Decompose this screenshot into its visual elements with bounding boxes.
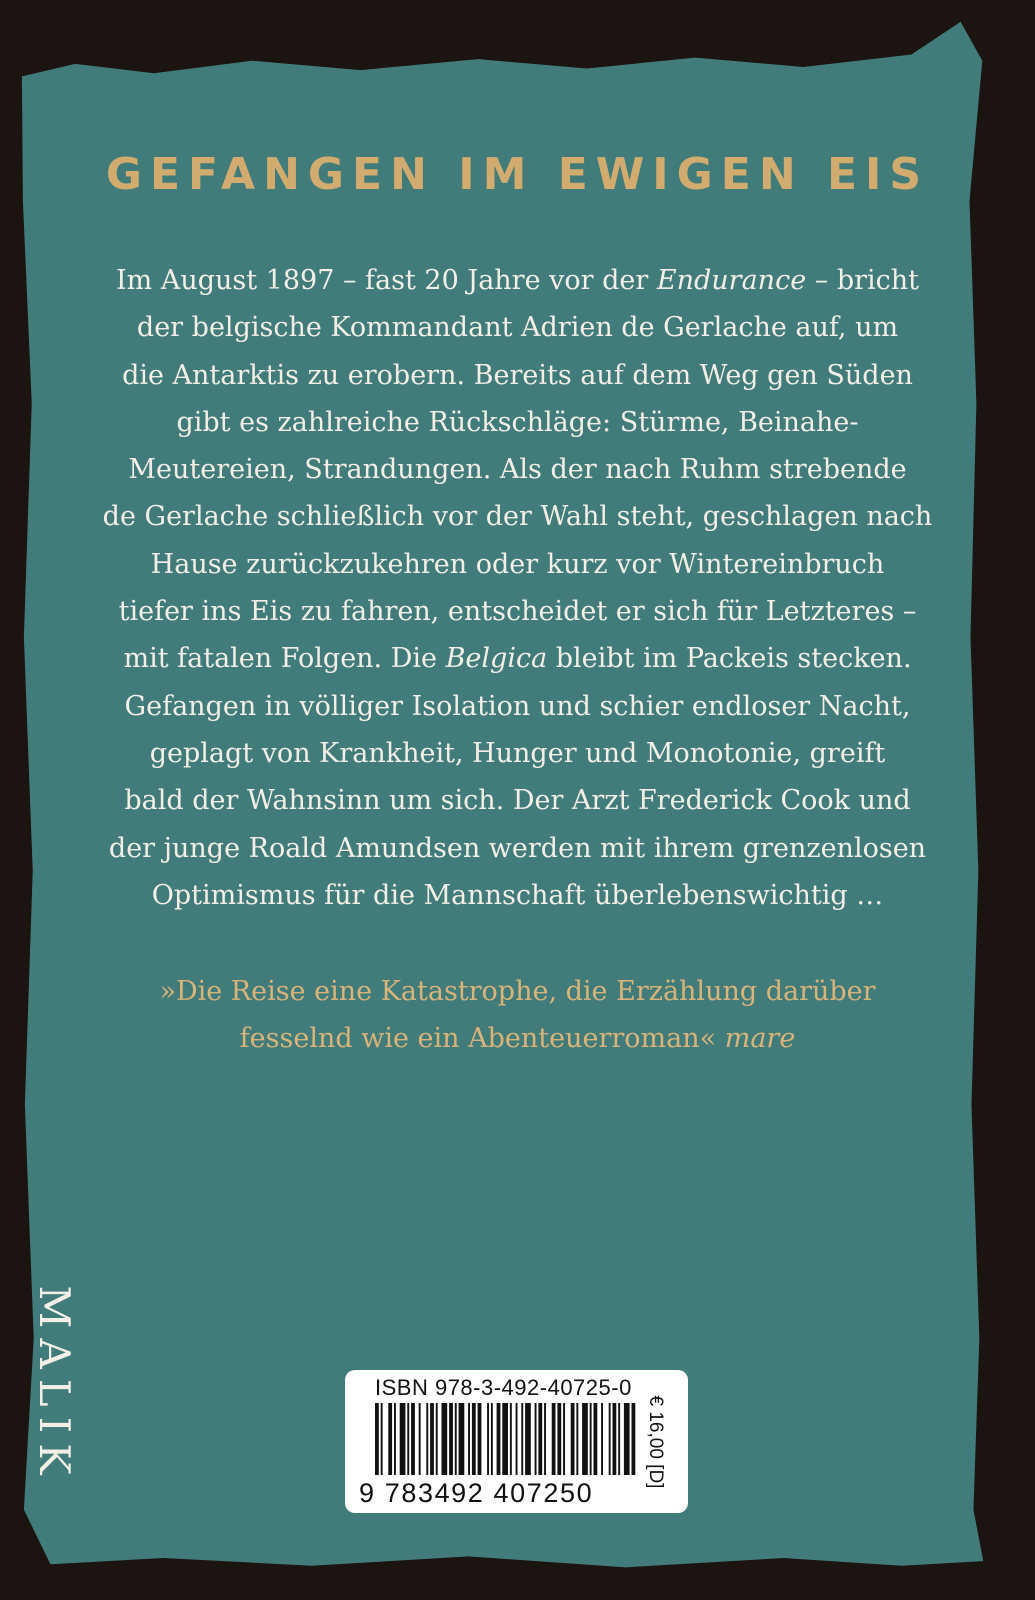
blurb-line: der belgische Kommandant Adrien de Gerlache auf, um (136, 312, 899, 344)
quote-line (80, 1015, 955, 1062)
barcode-bar (510, 1403, 512, 1475)
quote-source: mare (724, 1023, 796, 1055)
barcode-bar (552, 1403, 556, 1475)
barcode-bar (613, 1403, 617, 1475)
blurb-text (80, 257, 955, 919)
barcode-bar (400, 1403, 406, 1475)
barcode-bar (449, 1403, 453, 1475)
barcode-bar (576, 1403, 578, 1475)
blurb-line: gibt es zahlreiche Rückschläge: Stürme, Beinahe- (176, 406, 859, 438)
barcode-bar (436, 1403, 438, 1475)
blurb-line (80, 635, 955, 682)
blurb-line: der junge Roald Amundsen werden mit ihrem grenzenlosen (108, 832, 927, 864)
blurb-line: Meutereien, Strandungen. Als der nach Ruhm strebende (128, 454, 907, 486)
barcode-bar (538, 1403, 542, 1475)
blurb-line: geplagt von Krankheit, Hunger und Monotonie, greift (149, 737, 886, 769)
barcode-bar (521, 1403, 523, 1475)
barcode-bar (632, 1403, 636, 1475)
book-title-endurance: Endurance (656, 265, 807, 296)
price-text: € 16,00 [D] (645, 1395, 666, 1489)
barcode-bar (535, 1403, 537, 1475)
ship-name-belgica: Belgica (445, 643, 548, 675)
isbn-number: ISBN 978-3-492-40725-0 (375, 1375, 632, 1400)
barcode-bar (455, 1403, 457, 1475)
blurb-segment: mit fatalen Folgen. Die (123, 643, 446, 675)
barcode-bar (388, 1403, 392, 1475)
blurb-line: Hause zurückzukehren oder kurz vor Wintereinbruch (150, 548, 885, 580)
barcode-bar (516, 1403, 518, 1475)
barcode-bar (609, 1403, 611, 1475)
barcode-bar (381, 1403, 383, 1475)
barcode-label (345, 1370, 688, 1513)
barcode-bar (601, 1403, 603, 1475)
blurb-line: de Gerlache schließlich vor der Wahl steht, geschlagen nach (102, 501, 933, 533)
barcode-bar (618, 1403, 620, 1475)
barcode-bar (502, 1403, 508, 1475)
barcode-bar (571, 1403, 575, 1475)
blurb-line: die Antarktis zu erobern. Bereits auf dem Weg gen Süden (122, 359, 913, 391)
blurb-segment: – bricht (806, 265, 920, 296)
barcode-bar (419, 1403, 421, 1475)
barcode-bar (497, 1403, 501, 1475)
barcode-bar (472, 1403, 476, 1475)
blurb-segment: Im August 1897 – fast 20 Jahre vor der (115, 265, 657, 296)
blurb-line (80, 257, 955, 304)
barcode-bar (468, 1403, 470, 1475)
barcode-bar (557, 1403, 561, 1475)
barcode-icon (375, 1403, 637, 1475)
barcode-bar (478, 1403, 482, 1475)
barcode-bar (394, 1403, 396, 1475)
barcode-bar (544, 1403, 546, 1475)
cover-heading: GEFANGEN IM EWIGEN EIS (105, 149, 930, 200)
barcode-bar (491, 1403, 493, 1475)
quote-line: »Die Reise eine Katastrophe, die Erzählung darüber (159, 976, 876, 1007)
review-quote (80, 968, 955, 1063)
barcode-bar (582, 1403, 588, 1475)
blurb-line: Optimismus für die Mannschaft überlebenswichtig … (151, 879, 884, 911)
barcode-bar (487, 1403, 489, 1475)
barcode-digits: 9 783492 407250 (359, 1478, 594, 1508)
barcode-bar (594, 1403, 598, 1475)
publisher-name: MALIK (30, 1285, 79, 1485)
blurb-segment: bleibt im Packeis stecken. (547, 643, 912, 675)
quote-segment: fesselnd wie ein Abenteuerroman« (239, 1023, 725, 1055)
barcode-bar (426, 1403, 428, 1475)
blurb-line: Gefangen in völliger Isolation und schier endloser Nacht, (124, 690, 911, 722)
barcode-bar (525, 1403, 531, 1475)
barcode-bar (411, 1403, 415, 1475)
barcode-bar (459, 1403, 465, 1475)
barcode-bar (624, 1403, 630, 1475)
barcode-bar (563, 1403, 565, 1475)
barcode-bar (375, 1403, 379, 1475)
barcode-bar (442, 1403, 448, 1475)
barcode-bar (407, 1403, 409, 1475)
blurb-line: tiefer ins Eis zu fahren, entscheidet er sich für Letzteres – (118, 596, 917, 628)
blurb-line: bald der Wahnsinn um sich. Der Arzt Frederick Cook und (124, 785, 911, 817)
barcode-bar (430, 1403, 434, 1475)
barcode-bar (590, 1403, 592, 1475)
